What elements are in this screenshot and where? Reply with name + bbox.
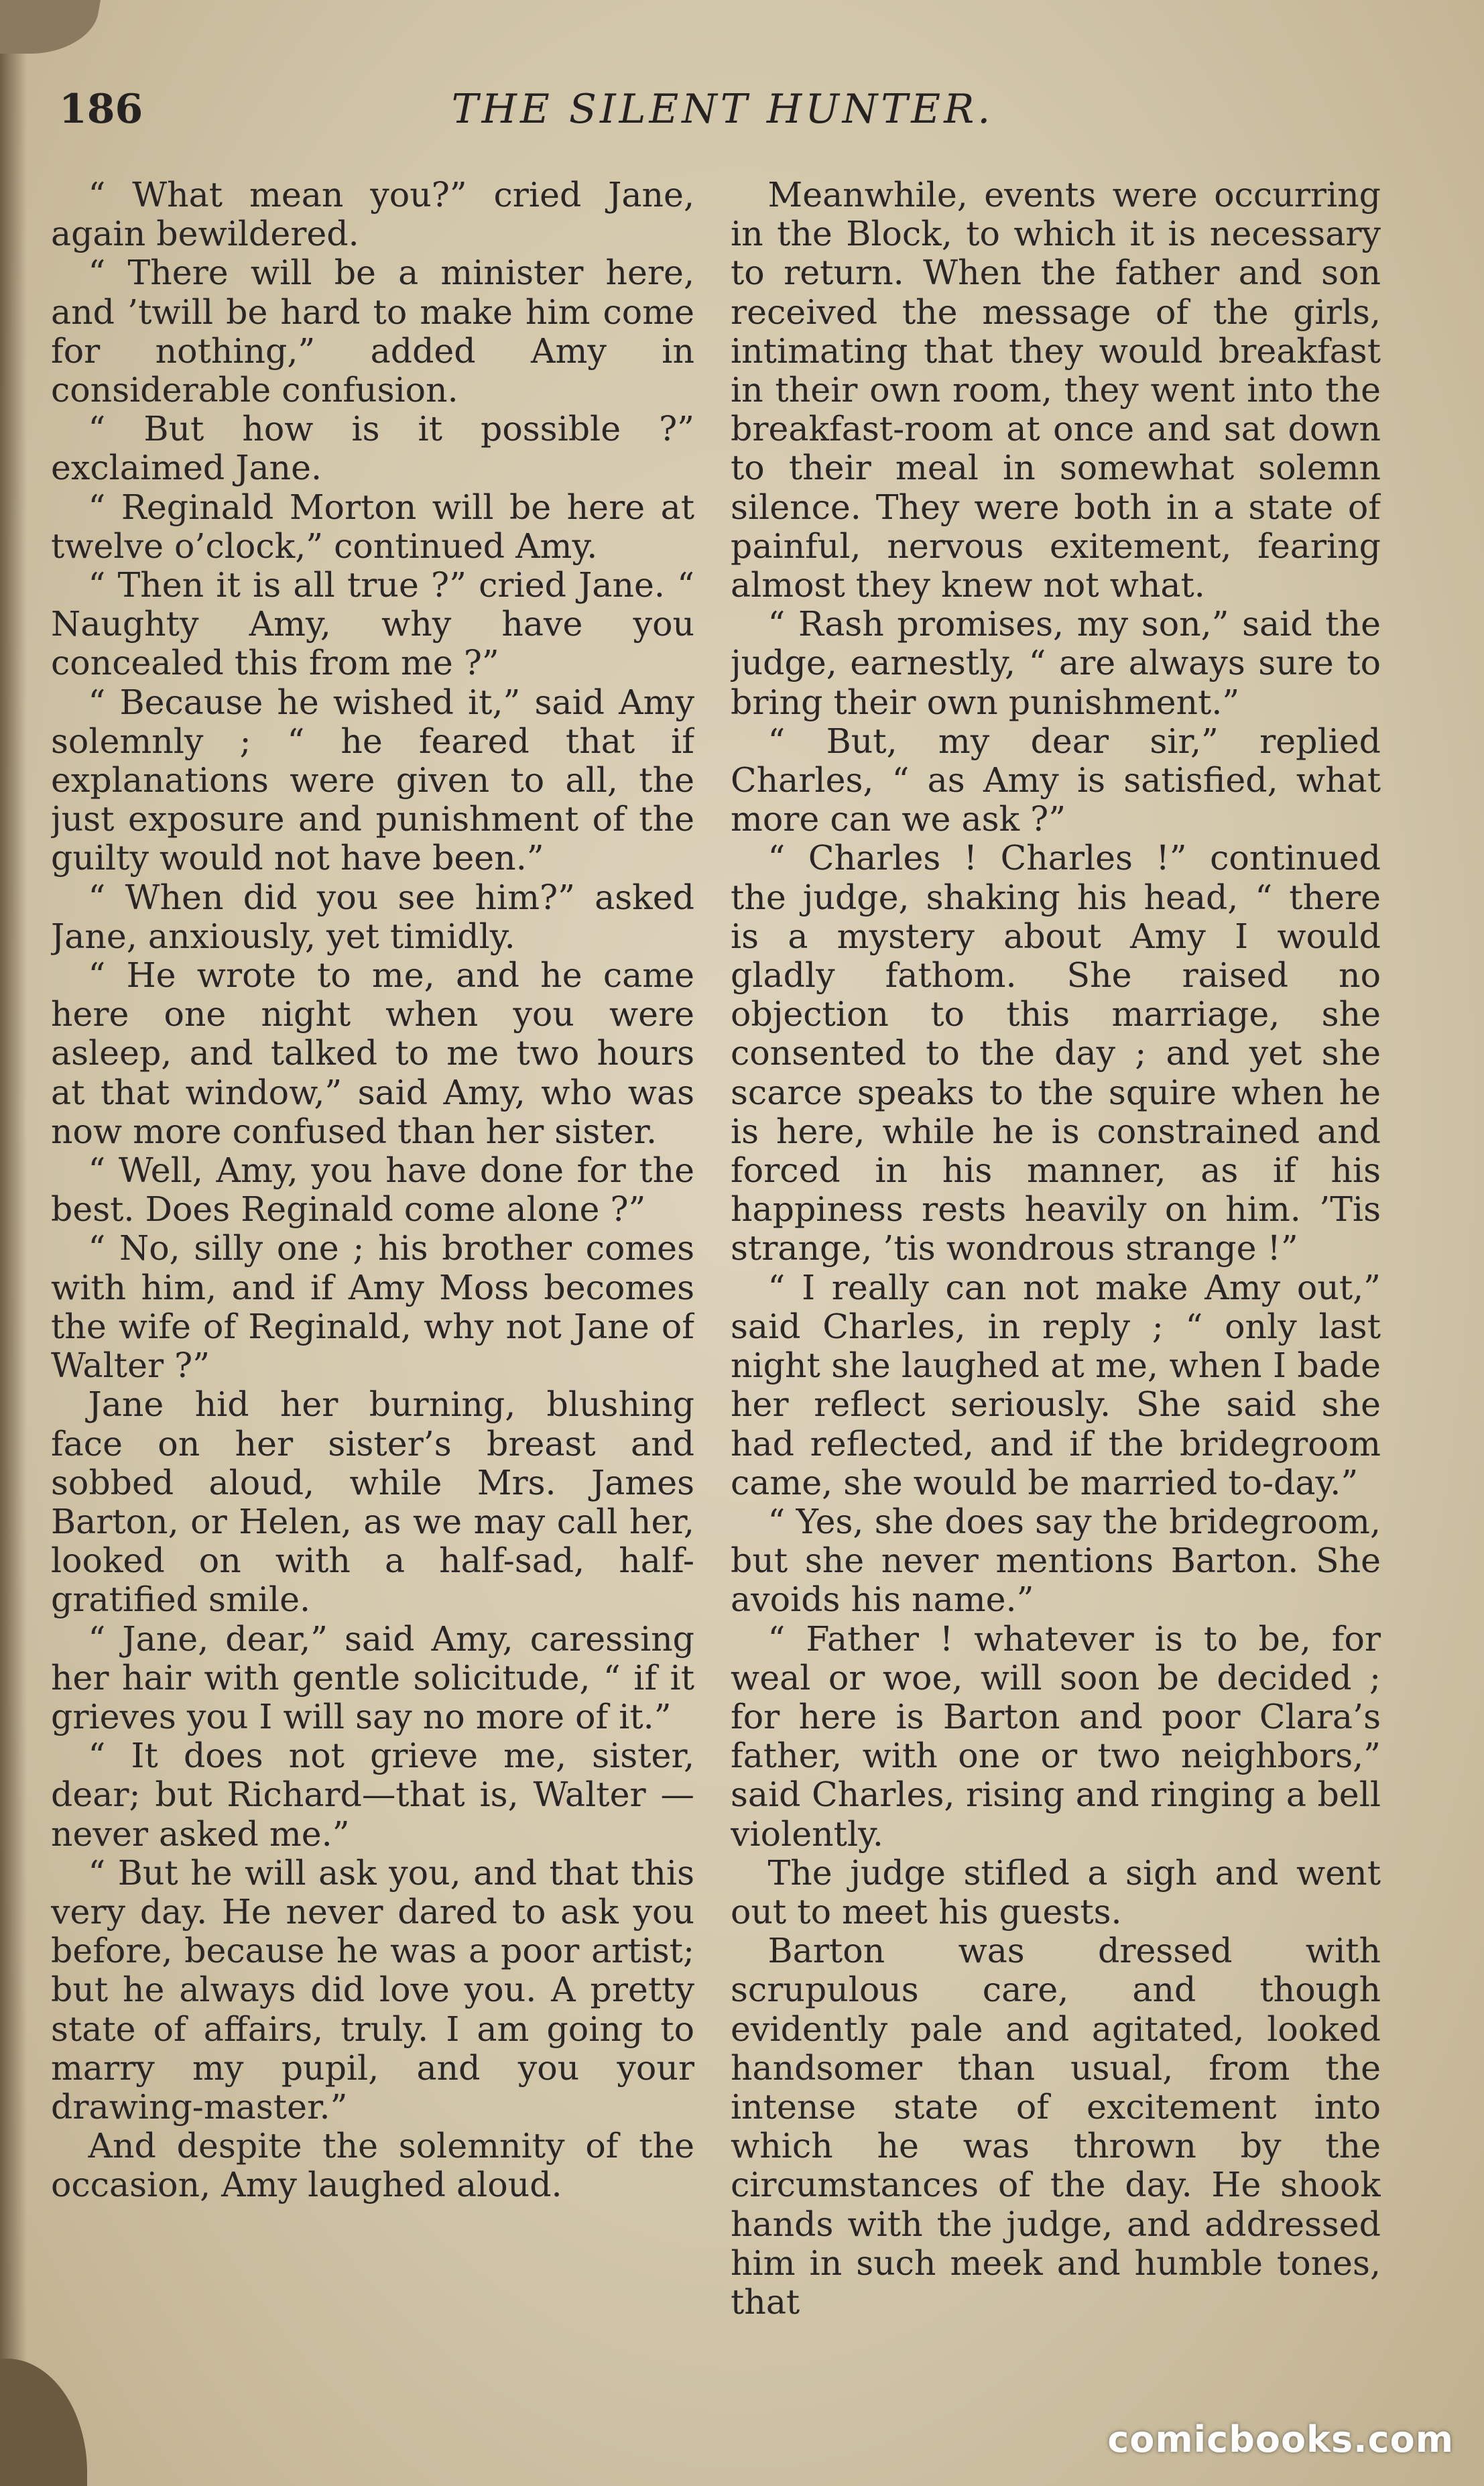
paragraph: Meanwhile, events were occurring in the Block, to which it is necessary to return. When the father and son received the message of the girls, intimating that they would breakfast in their own room, they went into the breakfast-room at once and sat down to their meal in somewhat solemn silence. They were both in a state of painful, nervous exitement, fearing almost they knew not what. — [731, 176, 1381, 605]
torn-corner-top-left — [0, 0, 101, 54]
paragraph: Jane hid her burning, blushing face on her sister’s breast and sobbed aloud, while Mrs. James Barton, or Helen, as we may call her, looked on with a half-sad, half-gratified smile. — [51, 1384, 694, 1620]
paragraph: “ But how is it possible ?” exclaimed Jane. — [51, 409, 694, 488]
paragraph: “ There will be a minister here, and ’twill be hard to make him come for nothing,” added Amy in considerable confusion. — [51, 253, 694, 410]
paragraph: “ Well, Amy, you have done for the best. Does Reginald come alone ?” — [51, 1150, 694, 1230]
paragraph: The judge stifled a sigh and went out to meet his guests. — [731, 1852, 1381, 1932]
paragraph: “ Father ! whatever is to be, for weal or woe, will soon be decided ; for here is Barton and poor Clara’s father, with one or two neighbors,” said Charles, rising and ringing a bell violently. — [731, 1618, 1381, 1854]
paragraph: Barton was dressed with scrupulous care, and though evidently pale and agitated, looked handsomer than usual, from the intense state of excitement into which he was thrown by the circumstances of the day. He shook hands with the judge, and addressed him in such meek and humble tones, that — [731, 1931, 1381, 2322]
running-title: THE SILENT HUNTER. — [451, 86, 994, 133]
paragraph: And despite the solemnity of the occasion, Amy laughed aloud. — [51, 2126, 694, 2205]
paragraph: “ Then it is all true ?” cried Jane. “ Naughty Amy, why have you concealed this from me ?” — [51, 565, 694, 683]
paragraph: “ Because he wished it,” said Amy solemnly ; “ he feared that if explanations were given to all, the just exposure and punishment of the guilty would not have been.” — [51, 682, 694, 878]
left-text-column — [51, 176, 694, 2442]
page-header — [59, 86, 1386, 146]
paragraph: “ No, silly one ; his brother comes with him, and if Amy Moss becomes the wife of Reginald, why not Jane of Walter ?” — [51, 1228, 694, 1386]
paragraph: “ I really can not make Amy out,” said Charles, in reply ; “ only last night she laughed at me, when I bade her reflect seriously. She said she had reflected, and if the bridegroom came, she would be married to-day.” — [731, 1267, 1381, 1502]
right-text-column — [731, 176, 1381, 2442]
paragraph: “ But he will ask you, and that this very day. He never dared to ask you before, because he was a poor artist; but he always did love you. A pretty state of affairs, truly. I am going to marry my pupil, and you your drawing-master.” — [51, 1852, 694, 2127]
paragraph: “ Reginald Morton will be here at twelve o’clock,” continued Amy. — [51, 487, 694, 566]
paragraph: “ Rash promises, my son,” said the judge, earnestly, “ are always sure to bring their own punishment.” — [731, 604, 1381, 722]
paragraph: “ He wrote to me, and he came here one night when you were asleep, and talked to me two hours at that window,” said Amy, who was now more confused than her sister. — [51, 955, 694, 1151]
paragraph: “ Jane, dear,” said Amy, caressing her hair with gentle solicitude, “ if it grieves you I will say no more of it.” — [51, 1618, 694, 1736]
watermark: comicbooks.com — [1107, 2418, 1454, 2461]
page-edge-shadow — [0, 0, 27, 2486]
paragraph: “ Charles ! Charles !” continued the judge, shaking his head, “ there is a mystery about Amy I would gladly fathom. She raised no objection to this marriage, she consented to the day ; and yet she scarce speaks to the squire when he is here, while he is constrained and forced in his manner, as if his happiness rests heavily on him. ’Tis strange, ’tis wondrous strange !” — [731, 838, 1381, 1268]
paragraph: “ Yes, she does say the bridegroom, but she never mentions Barton. She avoids his name.” — [731, 1501, 1381, 1620]
paragraph: “ What mean you?” cried Jane, again bewildered. — [51, 176, 694, 254]
paragraph: “ But, my dear sir,” replied Charles, “ as Amy is satisfied, what more can we ask ?” — [731, 721, 1381, 839]
paragraph: “ When did you see him?” asked Jane, anxiously, yet timidly. — [51, 877, 694, 956]
page-number: 186 — [59, 86, 143, 133]
paragraph: “ It does not grieve me, sister, dear; but Richard—that is, Walter —never asked me.” — [51, 1736, 694, 1854]
